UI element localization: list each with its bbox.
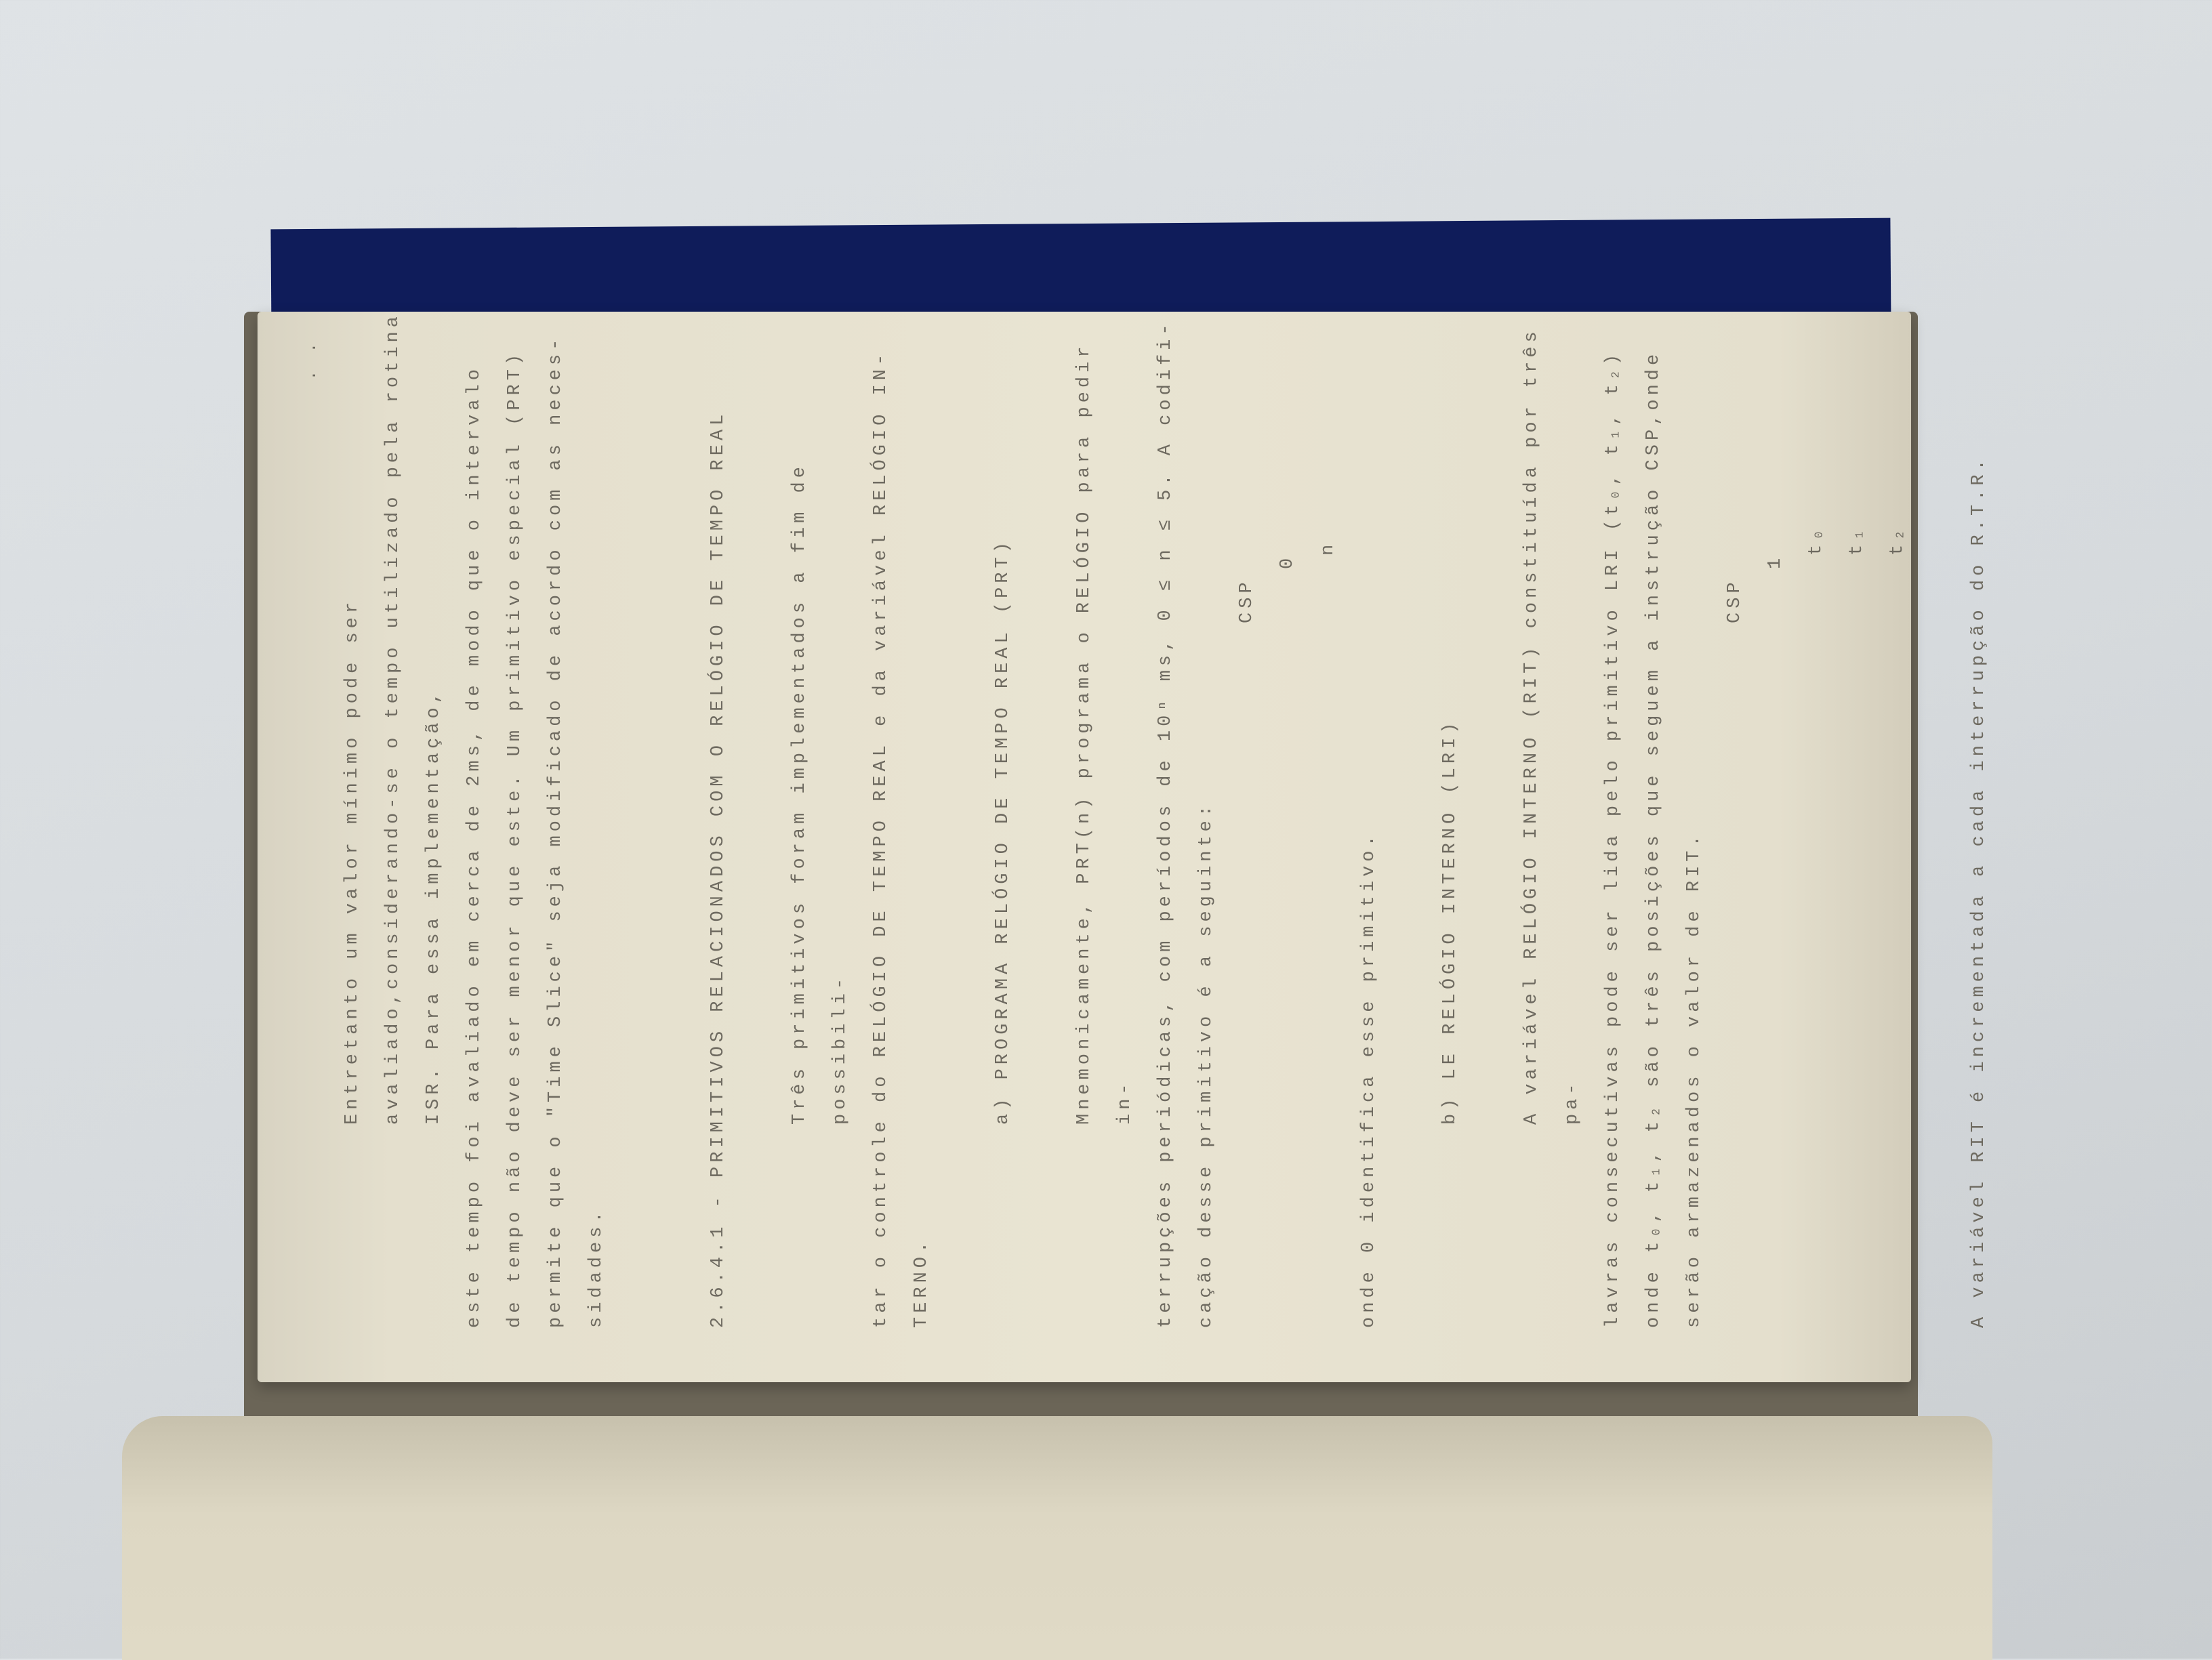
paragraph-line: lavras consecutivas pode ser lida pelo primitivo LRI (t₀, t₁, t₂) bbox=[1603, 350, 1623, 1328]
paragraph-line: onde 0 identifica esse primitivo. bbox=[1359, 831, 1379, 1328]
code-line: t₂ bbox=[1887, 525, 1908, 556]
code-line: 0 bbox=[1277, 554, 1298, 569]
section-heading: 2.6.4.1 - PRIMITIVOS RELACIONADOS COM O RELÓGIO DE TEMPO REAL bbox=[708, 410, 729, 1328]
page-number: . . bbox=[302, 339, 321, 381]
facing-page bbox=[122, 1416, 1992, 1660]
subsection-heading-b: b) LE RELÓGIO INTERNO (LRI) bbox=[1440, 718, 1460, 1125]
paragraph-line: tar o controle do RELÓGIO DE TEMPO REAL e da variável RELÓGIO IN- bbox=[871, 350, 891, 1328]
paragraph-line: permite que o "Time Slice" seja modificado de acordo com as neces- bbox=[546, 335, 566, 1328]
paragraph-line: Entretanto um valor mínimo pode ser avaliado,considerando-se o tempo utilizado pela rotina ISR. Para essa implementação, bbox=[342, 297, 444, 1125]
code-line: 1 bbox=[1765, 554, 1786, 569]
code-line: t₀ bbox=[1806, 525, 1826, 556]
code-line: CSP bbox=[1237, 578, 1257, 623]
paragraph-line: cação desse primitivo é a seguinte: bbox=[1196, 801, 1216, 1328]
paragraph-line: A variável RIT é incrementada a cada interrupção do R.T.R. bbox=[1969, 455, 1989, 1328]
paragraph-line: serão armazenados o valor de RIT. bbox=[1684, 831, 1704, 1328]
code-line: CSP bbox=[1725, 578, 1745, 623]
paragraph-line: Mnemonicamente, PRT(n) programa o RELÓGIO para pedir in- bbox=[1074, 327, 1135, 1125]
paragraph-line: terrupções periódicas, com períodos de 10ⁿ ms, 0 ≤ n ≤ 5. A codifi- bbox=[1155, 320, 1176, 1328]
paragraph-line: Três primitivos foram implementados a fim de possibili- bbox=[790, 447, 851, 1125]
paragraph-line: de tempo não deve ser menor que este. Um primitivo especial (PRT) bbox=[505, 350, 525, 1328]
code-line: t₁ bbox=[1847, 525, 1867, 556]
paragraph-line: este tempo foi avaliado em cerca de 2ms, de modo que o intervalo bbox=[464, 365, 485, 1328]
code-line: n bbox=[1318, 540, 1338, 556]
paragraph-line: sidades. bbox=[586, 1207, 607, 1328]
subsection-heading-a: a) PROGRAMA RELÓGIO DE TEMPO REAL (PRT) bbox=[993, 538, 1013, 1125]
paragraph-line: A variável RELÓGIO INTERNO (RIT) constituída por três pa- bbox=[1521, 312, 1582, 1125]
paragraph-line: onde t₀, t₁, t₂ são três posições que seguem a instrução CSP,onde bbox=[1643, 350, 1664, 1328]
page-text bbox=[291, 297, 1989, 1328]
paragraph-line: TERNO. bbox=[912, 1237, 932, 1328]
